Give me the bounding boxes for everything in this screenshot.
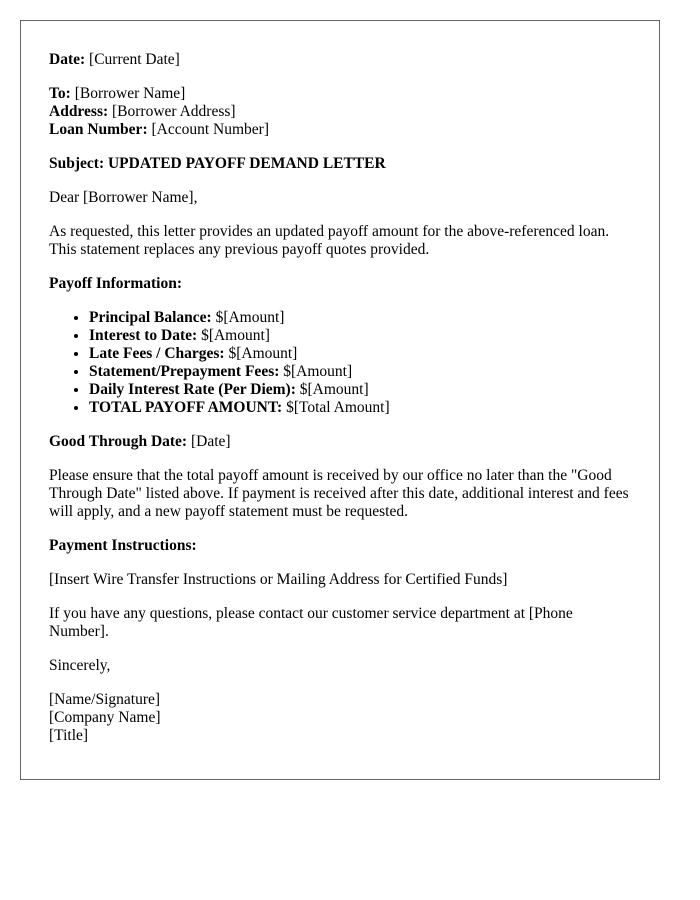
list-item [89, 399, 631, 417]
subject-line [49, 155, 631, 173]
subject-value: UPDATED PAYOFF DEMAND LETTER [107, 155, 386, 172]
signature-name: [Name/Signature] [49, 691, 161, 708]
payment-instructions: [Insert Wire Transfer Instructions or Mailing Address for Certified Funds] [49, 571, 508, 588]
good-through-line [49, 433, 631, 451]
good-through-value: [Date] [190, 433, 231, 450]
payoff-item-label: TOTAL PAYOFF AMOUNT: [89, 399, 283, 416]
payoff-heading: Payoff Information: [49, 275, 183, 292]
date-line [49, 51, 631, 69]
address-value: [Borrower Address] [112, 103, 236, 120]
date-label: Date: [49, 51, 86, 68]
loan-number-line [49, 121, 631, 139]
good-through-label: Good Through Date: [49, 433, 188, 450]
payoff-item-value: $[Amount] [299, 381, 369, 398]
loan-number-value: [Account Number] [151, 121, 269, 138]
salutation: Dear [Borrower Name], [49, 189, 198, 206]
loan-number-label: Loan Number: [49, 121, 148, 138]
payoff-item-label: Late Fees / Charges: [89, 345, 225, 362]
payment-heading: Payment Instructions: [49, 537, 197, 554]
to-line [49, 85, 631, 103]
list-item [89, 363, 631, 381]
list-item [89, 381, 631, 399]
payoff-item-value: $[Total Amount] [286, 399, 390, 416]
closing: Sincerely, [49, 657, 111, 674]
payoff-list [49, 309, 631, 417]
payoff-item-value: $[Amount] [215, 309, 285, 326]
payoff-item-value: $[Amount] [228, 345, 298, 362]
payoff-item-label: Interest to Date: [89, 327, 198, 344]
signature-company: [Company Name] [49, 709, 161, 726]
list-item [89, 327, 631, 345]
intro-paragraph: As requested, this letter provides an updated payoff amount for the above-referenced loan. This statement replaces any previous payoff quotes provided. [49, 223, 610, 258]
contact-paragraph: If you have any questions, please contact our customer service department at [Phone Number]. [49, 605, 573, 640]
ensure-paragraph: Please ensure that the total payoff amount is received by our office no later than the "Good Through Date" listed above. If payment is received after this date, additional interest and fees will apply, and a new payoff statement must be requested. [49, 467, 629, 520]
to-value: [Borrower Name] [74, 85, 186, 102]
address-label: Address: [49, 103, 109, 120]
address-line [49, 103, 631, 121]
payoff-item-value: $[Amount] [283, 363, 353, 380]
recipient-block [49, 85, 631, 139]
payoff-item-label: Daily Interest Rate (Per Diem): [89, 381, 296, 398]
payoff-item-value: $[Amount] [201, 327, 270, 344]
payoff-item-label: Principal Balance: [89, 309, 212, 326]
list-item [89, 309, 631, 327]
date-value: [Current Date] [89, 51, 180, 68]
subject-label: Subject: [49, 155, 105, 172]
payoff-item-label: Statement/Prepayment Fees: [89, 363, 280, 380]
signature-block [49, 691, 631, 745]
to-label: To: [49, 85, 71, 102]
letter-document [20, 20, 660, 780]
signature-title: [Title] [49, 727, 89, 744]
list-item [89, 345, 631, 363]
